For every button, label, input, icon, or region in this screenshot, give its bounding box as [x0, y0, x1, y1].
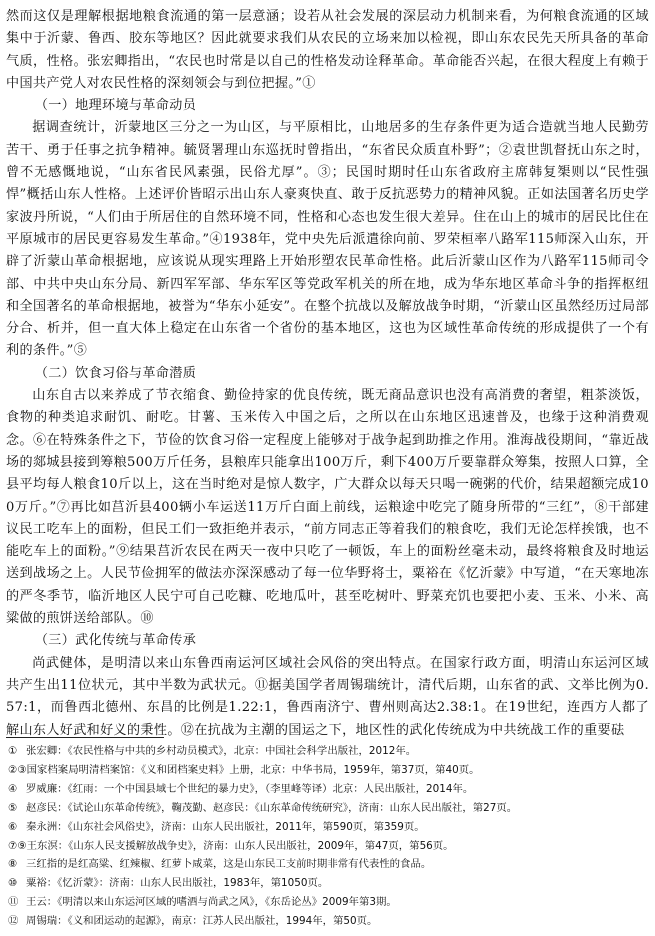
footnote-text: 罗威廉：《红雨：一个中国县域七个世纪的暴力史》，（李里峰等译）北京：人民出版社，2014年。 [26, 782, 474, 795]
section-heading-diet: （二）饮食习俗与革命潜质 [34, 365, 197, 381]
footnotes [8, 742, 648, 931]
footnote [8, 761, 648, 780]
footnote-mark: ⑦⑨ [8, 839, 27, 852]
paragraph-geography: 据调查统计，沂蒙地区三分之一为山区，与平原相比，山地居多的生存条件更为适合造就当地人民勤劳苦干、勇于任事之抗争精神。毓贤署理山东巡抚时曾指出，“东省民众质直朴野”；②袁世凯督抚山东之时，曾不无感慨地说，“山东省民风素强，民俗尤厚”。③；民国时期时任山东省政府主席韩复榘则以“民性强悍”概括山东人性格。上述评价皆昭示出山东人豪爽快直、敢于反抗恶势力的精神风貌。正如法国著名历史学家波丹所说，“人们由于所居住的自然环境不同，性格和心态也发生很大差异。住在山上的城市的居民比住在平原城市的居民更容易发生革命。”④1938年，党中央先后派遣徐向前、罗荣桓率八路军115师深入山东，开辟了沂蒙山革命根据地，应该说从现实理路上开始形塑农民革命性格。此后沂蒙山区作为八路军115师司令部、中共中央山东分局、新四军军部、华东军区等党政军机关的所在地，成为华东地区革命斗争的指挥枢纽和全国著名的革命根据地，被誉为“华东小延安”。在整个抗战以及解放战争时期，“沂蒙山区虽然经历过局部分合、析并，但一直大体上稳定在山东省一个省份的基本地区，这也为区域性革命传统的形成提供了一个有利的条件。”⑤ [6, 120, 649, 359]
footnote-text: 秦永洲：《山东社会风俗史》，济南：山东人民出版社，2011年，第590页，第359页。 [26, 820, 425, 833]
footnote-mark: ⑥ [8, 820, 18, 833]
footnote-mark: ⑤ [8, 801, 18, 814]
footnote-text: 赵彦民：《试论山东革命传统》，鞠茂勤、赵彦民：《山东革命传统研究》，济南：山东人民出版社，第27页。 [26, 801, 518, 814]
footnote-mark: ②③ [8, 763, 27, 776]
footnote [8, 837, 648, 856]
footnote-divider [6, 737, 164, 738]
footnote-text: 王云：《明清以来山东运河区域的嗜酒与尚武之风》，《东岳论丛》2009年第3期。 [26, 896, 397, 909]
footnote-mark: ⑪ [8, 896, 19, 909]
footnote-text: 三红指的是红高粱、红辣椒、红萝卜咸菜，这是山东民工支前时期非常有代表性的食品。 [26, 858, 432, 871]
footnote [8, 780, 648, 799]
footnote-text: 粟裕：《忆沂蒙》：济南：山东人民出版社，1983年，第1050页。 [26, 877, 329, 890]
footnote-mark: ⑩ [8, 877, 18, 890]
footnote [8, 742, 648, 761]
footnote-text: 王东溟：《山东人民支援解放战争史》，济南：山东人民出版社，2009年，第47页，第56页。 [26, 839, 454, 852]
footnote [8, 855, 648, 874]
section-heading-martial: （三）武化传统与革命传承 [34, 633, 197, 649]
footnote [8, 893, 648, 912]
footnote [8, 874, 648, 893]
footnote-mark: ⑧ [8, 858, 18, 871]
section-heading-geography: （一）地理环境与革命动员 [34, 98, 197, 114]
paragraph-intro: 然而这仅是理解根据地粮食流通的第一层意涵；设若从社会发展的深层动力机制来看，为何粮食流通的区域集中于沂蒙、鲁西、胶东等地区？因此就要求我们从农民的立场来加以检视，即山东农民先天所具备的革命气质，性格。张宏卿指出，“农民也时常是以自己的性格发动诠释革命。革命能否兴起，在很大程度上有赖于中国共产党人对农民性格的深刻领会与到位把握。”① [6, 9, 649, 91]
footnote-text: 周锡瑞：《义和团运动的起源》，南京：江苏人民出版社，1994年，第50页。 [26, 915, 378, 928]
footnote [8, 818, 648, 837]
paragraph-martial: 尚武健体，是明清以来山东鲁西南运河区域社会风俗的突出特点。在国家行政方面，明清山东运河区域共产生出11位状元，其中半数为武状元。⑪据美国学者周锡瑞统计，清代后期，山东省的武、文举比例为0.57:1，而鲁西北德州、东昌的比例是1.22:1，鲁西南济宁、曹州则高达2.38:1。在19世纪，连西方人都了解山东人好武和好义的秉性。⑫在抗战为主潮的国运之下，地区性的武化传统成为中共统战工作的重要砝 [6, 655, 649, 738]
footnote-mark: ⑫ [8, 915, 19, 928]
body-text [6, 6, 649, 742]
footnote-mark: ① [8, 745, 18, 757]
footnote [8, 799, 648, 818]
paragraph-diet: 山东自古以来养成了节衣缩食、勤俭持家的优良传统，既无商品意识也没有高消费的奢望，粗茶淡饭，食物的种类追求耐饥、耐吃。甘薯、玉米传入中国之后，之所以在山东地区迅速普及，也缘于这种消费观念。⑥在特殊条件之下，节俭的饮食习俗一定程度上能够对于战争起到助推之作用。淮海战役期间，“靠近战场的郯城县接到筹粮500万斤任务，县粮库只能拿出100万斤，剩下400万斤要靠群众筹集，按照人口算，全县平均每人粮食10斤以上，这在当时绝对是惊人数字，广大群众以每天只喝一碗粥的代价，结果超额完成100万斤。”⑦再比如莒沂县400辆小车运送11万斤白面上前线，运粮途中吃完了随身所带的“三红”，⑧干部建议民工吃车上的面粉，但民工们一致拒绝并表示，“前方同志正等着我们的粮食吃，我们无论怎样挨饿，也不能吃车上的面粉。”⑨结果莒沂农民在两天一夜中只吃了一顿饭，车上的面粉丝毫未动，最终将粮食及时地运送到战场之上。人民节俭拥军的做法亦深深感动了每一位华野将士，粟裕在《忆沂蒙》中写道，“在天寒地冻的严冬季节，临沂地区人民宁可自己吃糠、吃地瓜叶，甚至吃树叶、野菜充饥也要把小麦、玉米、小米、高粱做的煎饼送给部队。⑩ [6, 388, 649, 627]
footnote-text: 张宏卿：《农民性格与中共的乡村动员模式》，北京：中国社会科学出版社，2012年。 [26, 745, 417, 757]
footnote-mark: ④ [8, 782, 18, 795]
footnote [8, 912, 648, 931]
footnote-text: 国家档案局明清档案馆：《义和团档案史料》上册，北京：中华书局，1959年，第37页，第40页。 [26, 763, 480, 776]
